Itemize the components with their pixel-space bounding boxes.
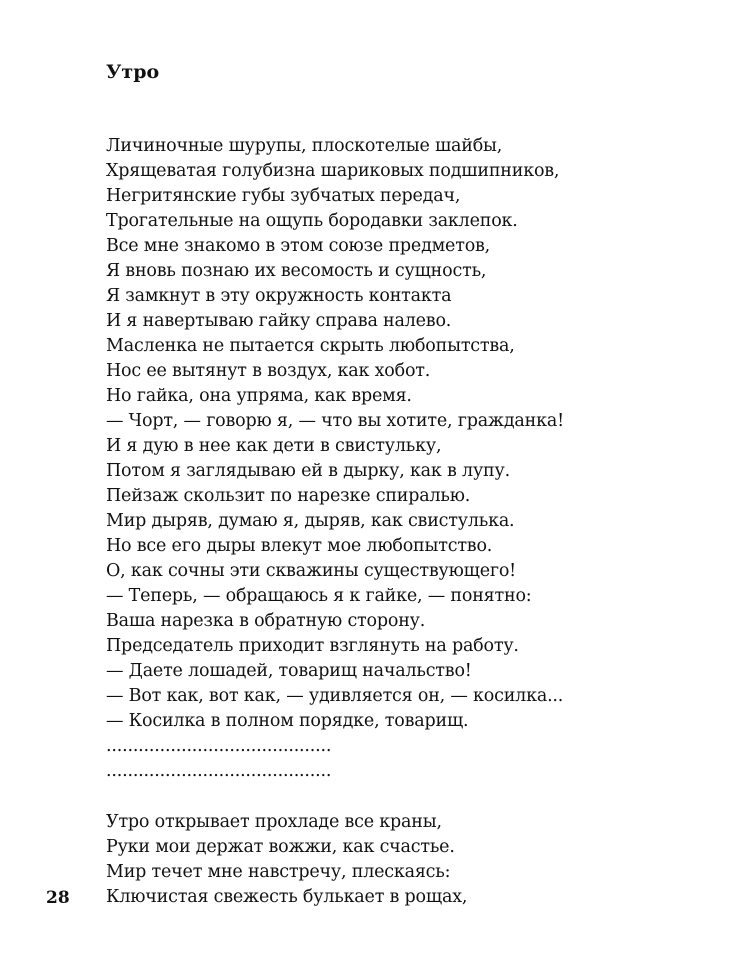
page-number: 28 — [46, 888, 70, 908]
poem-title: Утро — [106, 61, 160, 83]
poem-line: Мир дыряв, думаю я, дыряв, как свистулька. — [106, 511, 515, 531]
poem-line: Я замкнут в эту окружность контакта — [106, 286, 452, 306]
poem-line: — Даете лошадей, товарищ начальство! — [106, 661, 472, 681]
poem-line: Трогательные на ощупь бородавки заклепок. — [106, 211, 518, 231]
poem-line: О, как сочны эти скважины существующего! — [106, 561, 517, 581]
ellipsis-line: .......................................... — [106, 736, 332, 756]
poem-line: Масленка не пытается скрыть любопытства, — [106, 336, 515, 356]
poem-line: И я навертываю гайку справа налево. — [106, 311, 452, 331]
poem-line: — Чорт, — говорю я, — что вы хотите, гражданка! — [106, 411, 564, 431]
poem-line: Личиночные шурупы, плоскотелые шайбы, — [106, 136, 503, 156]
poem-line: Нос ее вытянут в воздух, как хобот. — [106, 361, 431, 381]
ellipsis-line: .......................................... — [106, 761, 332, 781]
poem-line: — Теперь, — обращаюсь я к гайке, — понятно: — [106, 586, 532, 606]
poem-line: Но гайка, она упряма, как время. — [106, 386, 412, 406]
poem-line: Все мне знакомо в этом союзе предметов, — [106, 236, 491, 256]
poem-line: Мир течет мне навстречу, плескаясь: — [106, 862, 451, 882]
poem-line: — Косилка в полном порядке, товарищ. — [106, 711, 469, 731]
poem-line: И я дую в нее как дети в свистульку, — [106, 436, 442, 456]
poem-line: Руки мои держат вожжи, как счастье. — [106, 837, 455, 857]
stanza-2 — [106, 810, 467, 910]
poem-line: Я вновь познаю их весомость и сущность, — [106, 261, 487, 281]
stanza-1 — [106, 134, 564, 784]
poem-line: Председатель приходит взглянуть на работу. — [106, 636, 519, 656]
poem-line: Негритянские губы зубчатых передач, — [106, 186, 461, 206]
poem-line: Хрящеватая голубизна шариковых подшипников, — [106, 161, 560, 181]
poem-line: — Вот как, вот как, — удивляется он, — косилка... — [106, 686, 564, 706]
poem-line: Но все его дыры влекут мое любопытство. — [106, 536, 493, 556]
poem-line: Ключистая свежесть булькает в рощах, — [106, 887, 468, 907]
poem-line: Ваша нарезка в обратную сторону. — [106, 611, 426, 631]
poem-line: Утро открывает прохладе все краны, — [106, 812, 442, 832]
poem-line: Пейзаж скользит по нарезке спиралью. — [106, 486, 471, 506]
poem-line: Потом я заглядываю ей в дырку, как в лупу. — [106, 461, 510, 481]
